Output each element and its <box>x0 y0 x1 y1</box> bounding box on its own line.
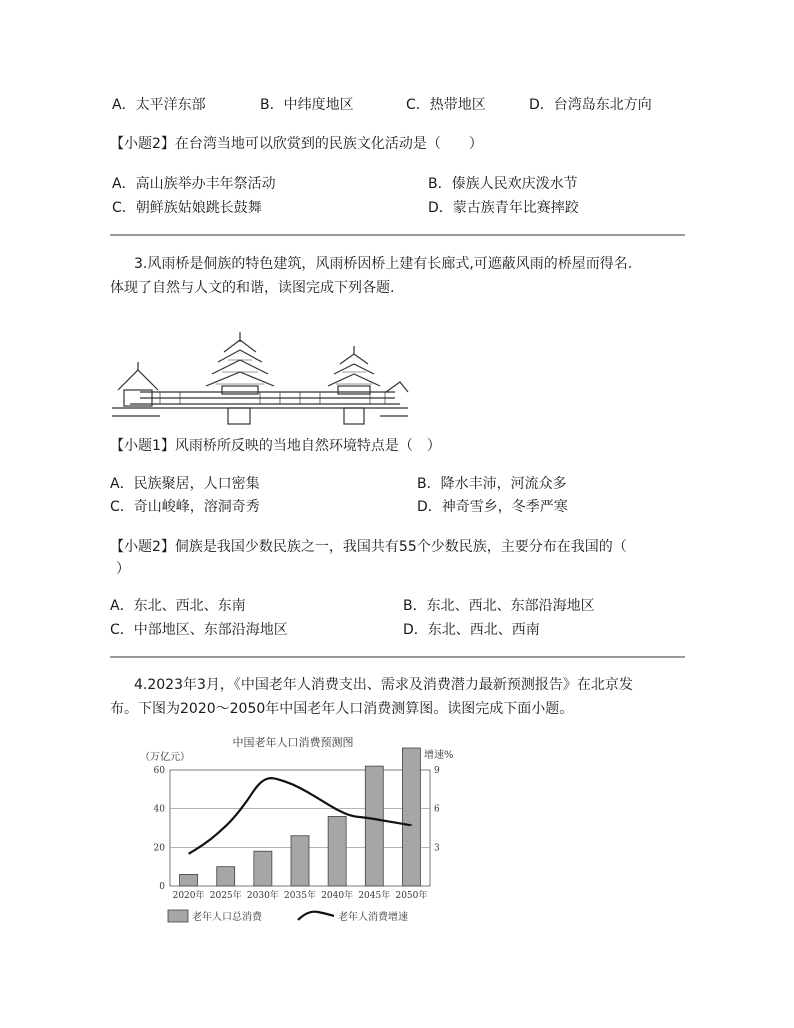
bar-2050年 <box>402 748 420 886</box>
bar-2045年 <box>365 766 383 886</box>
q2-sub2-stem: 【小题2】在台湾当地可以欣赏到的民族文化活动是（ ） <box>110 136 483 152</box>
q4-intro-line1: 4.2023年3月，《中国老年人消费支出、需求及消费潜力最新预测报告》在北京发 <box>134 677 633 693</box>
legend-bar-label: 老年人口总消费 <box>192 912 262 923</box>
q3-sub2-option-a: A．东北、西北、东南 <box>110 598 246 614</box>
wind-rain-bridge-illustration <box>110 330 410 430</box>
x-tick-label: 2050年 <box>395 891 428 901</box>
right-tick-label: 3 <box>434 843 440 854</box>
right-tick-label: 6 <box>434 804 440 815</box>
x-tick-label: 2040年 <box>321 891 354 901</box>
bar-2040年 <box>328 816 346 886</box>
q2-sub2-option-c: C．朝鲜族姑娘跳长鼓舞 <box>112 200 262 216</box>
section-divider <box>110 234 685 236</box>
bar-2020年 <box>180 874 198 886</box>
x-tick-label: 2035年 <box>284 891 316 901</box>
right-tick-label: 9 <box>434 766 440 776</box>
q3-intro-line2: 体现了自然与人文的和谐，读图完成下列各题. <box>110 280 395 296</box>
q4-intro-line2: 布。下图为2020～2050年中国老年人口消费测算图。读图完成下面小题。 <box>110 701 574 717</box>
q3-sub1-option-c: C．奇山峻峰，溶洞奇秀 <box>110 499 260 515</box>
left-axis-label: （万亿元） <box>140 752 190 763</box>
x-tick-label: 2025年 <box>209 891 242 901</box>
bar-2025年 <box>217 867 235 886</box>
q3-intro-line1: 3.风雨桥是侗族的特色建筑，风雨桥因桥上建有长廊式,可遮蔽风雨的桥屋而得名. <box>134 256 633 272</box>
q3-sub2-stem-line1: 【小题2】侗族是我国少数民族之一，我国共有55个少数民族，主要分布在我国的（ <box>110 539 627 555</box>
q3-sub1-option-d: D．神奇雪乡，冬季严寒 <box>417 499 568 515</box>
q2-sub2-option-b: B．傣族人民欢庆泼水节 <box>428 176 578 192</box>
legend-line-swatch <box>298 912 334 920</box>
q3-sub2-option-c: C．中部地区、东部沿海地区 <box>110 622 288 638</box>
q3-sub2-stem-line2: ） <box>116 561 130 577</box>
q2-sub1-option-c: C．热带地区 <box>406 97 486 113</box>
x-tick-label: 2030年 <box>246 891 279 901</box>
q2-sub1-option-a: A．太平洋东部 <box>112 97 206 113</box>
right-axis-label: 增速% <box>424 750 454 761</box>
left-tick-label: 40 <box>153 804 165 815</box>
legend-bar-swatch <box>168 910 188 922</box>
q2-sub2-option-d: D．蒙古族青年比赛摔跤 <box>428 200 579 216</box>
q3-sub2-option-d: D．东北、西北、西南 <box>403 622 540 638</box>
q2-sub1-option-d: D．台湾岛东北方向 <box>529 97 652 113</box>
q3-sub1-stem: 【小题1】风雨桥所反映的当地自然环境特点是（ ） <box>110 438 441 454</box>
section-divider-2 <box>110 656 685 658</box>
x-tick-label: 2045年 <box>358 891 391 901</box>
x-tick-label: 2020年 <box>172 891 205 901</box>
left-tick-label: 20 <box>153 843 165 854</box>
bar-2030年 <box>254 851 272 886</box>
legend-line-label: 老年人消费增速 <box>338 912 408 923</box>
bar-2035年 <box>291 836 309 886</box>
left-tick-label: 0 <box>159 882 165 892</box>
q2-sub2-option-a: A．高山族举办丰年祭活动 <box>112 176 276 192</box>
chart-title: 中国老年人口消费预测图 <box>232 736 354 749</box>
q3-sub1-option-a: A．民族聚居，人口密集 <box>110 476 260 492</box>
q2-sub1-option-b: B．中纬度地区 <box>260 97 354 113</box>
q3-sub2-option-b: B．东北、西北、东部沿海地区 <box>403 598 595 614</box>
q3-sub1-option-b: B．降水丰沛，河流众多 <box>417 476 567 492</box>
left-tick-label: 60 <box>153 766 165 776</box>
elderly-consumption-chart <box>138 730 468 930</box>
